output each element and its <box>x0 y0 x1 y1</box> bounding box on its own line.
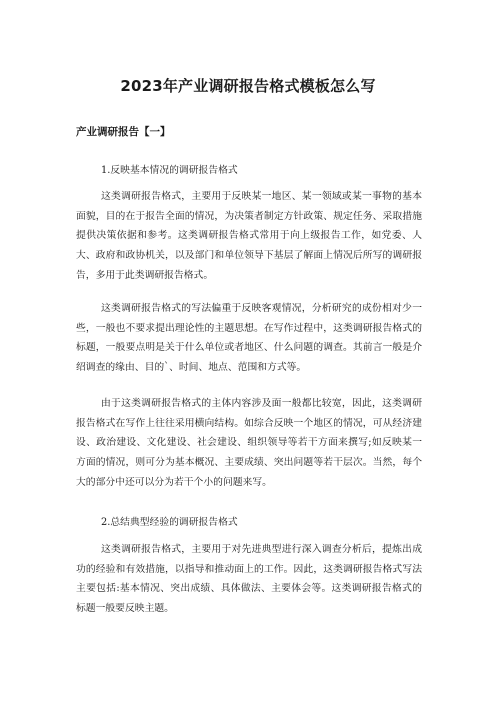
subsection-heading-2: 2.总结典型经验的调研报告格式 <box>101 517 238 528</box>
paragraph-1-2: 这类调研报告格式的写法偏重于反映客观情况，分析研究的成份相对少一些，一般也不要求提出理论性的主题思想。在写作过程中，这类调研报告格式的标题，一般要点明是关于什么单位或者地区、什么问题的调查。其前言一般是介绍调查的缘由、目的`、时间、地点、范围和方式等。 <box>76 303 422 374</box>
section-heading: 产业调研报告【一】 <box>76 126 171 138</box>
subsection-heading-1: 1.反映基本情况的调研报告格式 <box>101 165 238 176</box>
paragraph-1-1: 这类调研报告格式，主要用于反映某一地区、某一领域或某一事物的基本面貌，目的在于报告全面的情况，为决策者制定方针政策、规定任务、采取措施提供决策依据和参考。这类调研报告格式常用于向上级报告工作，如党委、人大、政府和政协机关，以及部门和单位领导下基层了解面上情况后所写的调研报告，多用于此类调研报告格式。 <box>76 191 422 281</box>
paragraph-2-1: 这类调研报告格式，主要用于对先进典型进行深入调查分析后，提炼出成功的经验和有效措施，以指导和推动面上的工作。因此，这类调研报告格式写法主要包括:基本情况、突出成绩、具体做法、主要体会等。这类调研报告格式的标题一般要反映主题。 <box>76 544 422 615</box>
document-title: 2023年产业调研报告格式模板怎么写 <box>120 77 376 95</box>
paragraph-1-3: 由于这类调研报告格式的主体内容涉及面一般都比较宽，因此，这类调研报告格式在写作上往往采用横向结构。如综合反映一个地区的情况，可从经济建设、政治建设、文化建设、社会建设、组织领导等若干方面来撰写;如反映某一方面的情况，则可分为基本概况、主要成绩、突出问题等若干层次。当然，每个大的部分中还可以分为若干个小的问题来写。 <box>76 398 422 488</box>
